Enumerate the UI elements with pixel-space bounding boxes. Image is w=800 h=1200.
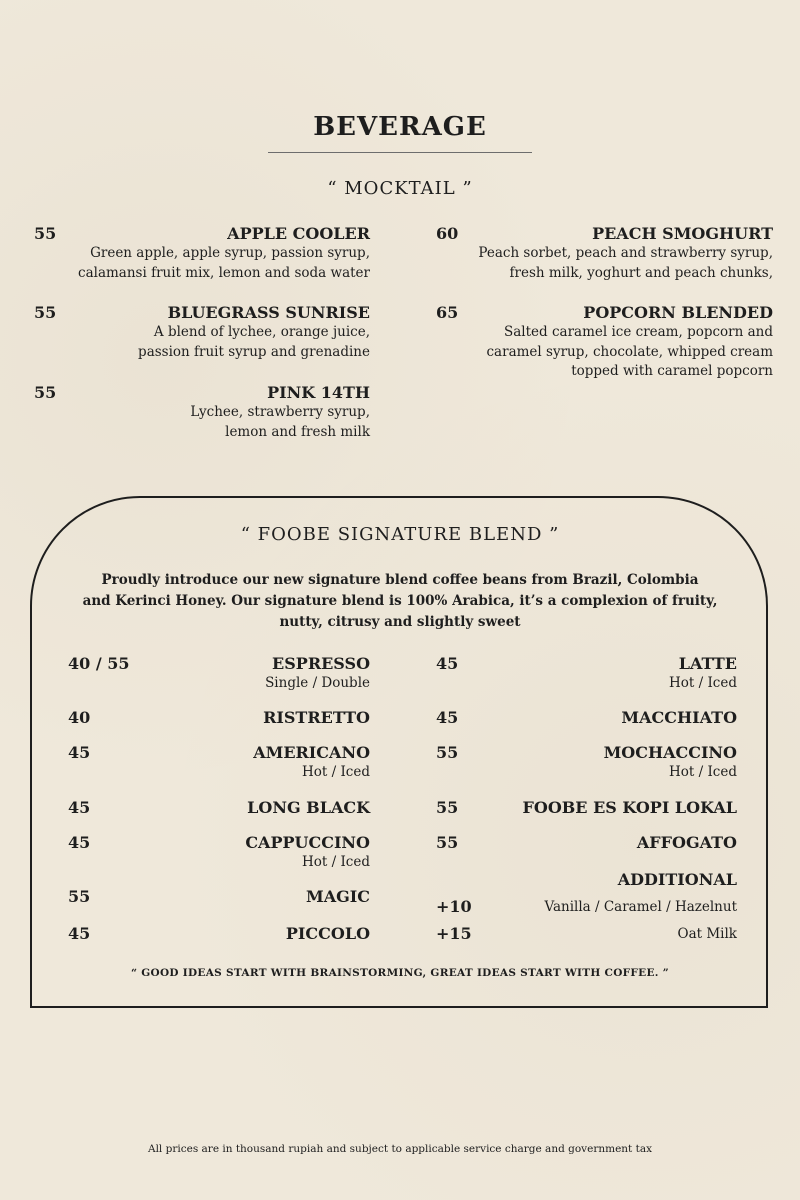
price-disclaimer: All prices are in thousand rupiah and subject to applicable service charge and government tax (147, 1143, 652, 1155)
item-name: MOCHACCINO (603, 743, 737, 762)
option-price: +10 (436, 897, 472, 916)
item-description: Lychee, strawberry syrup, lemon and fresh milk (190, 404, 370, 440)
item-name: BLUEGRASS SUNRISE (167, 303, 370, 322)
item-description: Salted caramel ice cream, popcorn and caramel syrup, chocolate, whipped cream topped with caramel popcorn (486, 324, 773, 379)
item-price: 55 (34, 224, 57, 243)
additional-heading: ADDITIONAL (617, 870, 737, 889)
item-name: AMERICANO (253, 743, 370, 762)
item-name: AFFOGATO (636, 833, 737, 852)
item-price: 45 (436, 708, 459, 727)
item-name: PINK 14TH (267, 383, 370, 402)
item-price: 45 (68, 924, 91, 943)
item-variant: Hot / Iced (669, 675, 737, 691)
item-name: MACCHIATO (621, 708, 737, 727)
item-variant: Hot / Iced (302, 854, 370, 870)
item-price: 65 (436, 303, 459, 322)
item-name: APPLE COOLER (227, 224, 370, 243)
item-name: LONG BLACK (247, 798, 370, 817)
item-variant: Hot / Iced (302, 764, 370, 780)
item-price: 45 (68, 743, 91, 762)
item-name: CAPPUCCINO (245, 833, 370, 852)
item-description: Green apple, apple syrup, passion syrup, calamansi fruit mix, lemon and soda water (78, 245, 370, 281)
item-price: 45 (68, 798, 91, 817)
item-price: 55 (34, 303, 57, 322)
option-label: Vanilla / Caramel / Hazelnut (544, 899, 737, 915)
item-price: 55 (436, 798, 459, 817)
item-name: RISTRETTO (263, 708, 370, 727)
item-price: 55 (68, 887, 91, 906)
item-name: POPCORN BLENDED (583, 303, 773, 322)
item-price: 40 (68, 708, 91, 727)
page-title: BEVERAGE (313, 112, 487, 142)
item-description: Peach sorbet, peach and strawberry syrup, fresh milk, yoghurt and peach chunks, (478, 245, 773, 281)
item-name: FOOBE ES KOPI LOKAL (522, 798, 737, 817)
coffee-quote: “ GOOD IDEAS START WITH BRAINSTORMING, GREAT IDEAS START WITH COFFEE. ” (130, 967, 670, 979)
mocktail-heading: “ MOCKTAIL ” (327, 178, 473, 199)
item-price: 55 (34, 383, 57, 402)
item-name: PICCOLO (285, 924, 370, 943)
title-divider (268, 152, 532, 153)
item-price: 55 (436, 743, 459, 762)
item-description: A blend of lychee, orange juice, passion fruit syrup and grenadine (138, 324, 370, 360)
item-price: 40 / 55 (68, 654, 130, 673)
item-variant: Single / Double (265, 675, 370, 691)
item-price: 60 (436, 224, 459, 243)
item-price: 45 (436, 654, 459, 673)
signature-intro: Proudly introduce our new signature blend coffee beans from Brazil, Colombia and Kerinci Honey. Our signature blend is 100% Arabica, it’s a complexion of fruity, nutty, citrusy and slightly sweet (82, 572, 718, 630)
signature-heading: “ FOOBE SIGNATURE BLEND ” (240, 524, 560, 545)
option-label: Oat Milk (677, 926, 737, 942)
item-name: ESPRESSO (272, 654, 370, 673)
item-variant: Hot / Iced (669, 764, 737, 780)
item-price: 45 (68, 833, 91, 852)
item-name: MAGIC (305, 887, 370, 906)
item-price: 55 (436, 833, 459, 852)
item-name: LATTE (678, 654, 737, 673)
item-name: PEACH SMOGHURT (592, 224, 773, 243)
option-price: +15 (436, 924, 472, 943)
